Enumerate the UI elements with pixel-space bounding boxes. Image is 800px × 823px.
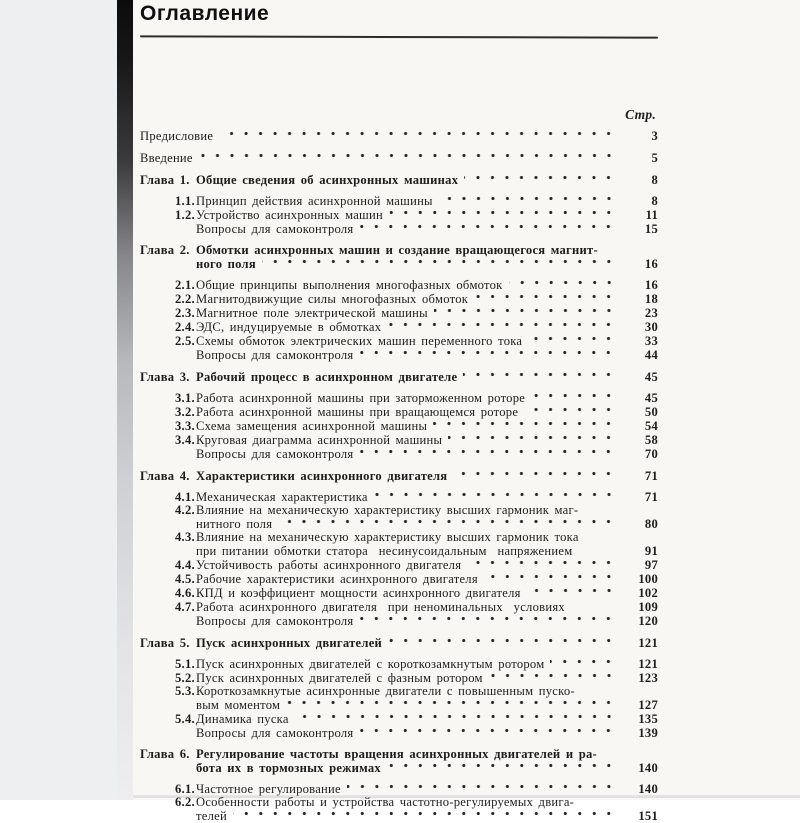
toc-entry-line <box>140 782 658 796</box>
entry-text: Вопросы для самоконтроля <box>196 222 354 236</box>
dot-leader <box>509 278 618 289</box>
toc-entry <box>140 685 658 712</box>
entry-text: Характеристики асинхронного двигателя <box>196 469 448 483</box>
entry-text: вым моментом <box>196 698 281 712</box>
table-of-contents <box>140 108 658 823</box>
entry-text: Работа асинхронного двигателя при неноминальных условиях <box>196 600 565 614</box>
entry-number: 2.5. <box>175 334 195 348</box>
entry-page-number: 80 <box>644 517 658 531</box>
dot-leader <box>434 306 618 317</box>
toc-entry <box>140 796 658 823</box>
entry-page-number: 33 <box>644 334 658 348</box>
entry-page-number: 71 <box>644 469 658 483</box>
entry-number: 6.1. <box>175 782 195 796</box>
toc-entry-line <box>140 712 658 726</box>
dot-leader <box>199 151 618 162</box>
toc-entry-line <box>140 600 658 614</box>
entry-text: Влияние на механическую характеристику высших гармоник тока <box>196 530 579 544</box>
dot-leader <box>388 636 618 647</box>
toc-entry <box>140 208 658 222</box>
entry-page-number: 45 <box>644 370 658 384</box>
dot-leader <box>278 517 618 528</box>
entry-number: 2.2. <box>175 292 195 306</box>
toc-entry-line <box>140 334 658 348</box>
toc-entry-line <box>140 748 658 761</box>
toc-entry-line <box>140 636 658 650</box>
entry-page-number: 135 <box>638 712 658 726</box>
entry-page-number: 139 <box>638 726 658 740</box>
entry-page-number: 91 <box>644 544 658 558</box>
toc-entry <box>140 748 658 775</box>
entry-page-number: 120 <box>638 614 658 628</box>
toc-entry <box>140 348 658 362</box>
entry-page-number: 11 <box>645 208 658 222</box>
entry-number: 2.4. <box>175 320 195 334</box>
toc-entry <box>140 600 658 614</box>
toc-entry <box>140 531 658 558</box>
entry-number: 3.1. <box>175 391 195 405</box>
toc-entry <box>140 419 658 433</box>
toc-entry-line <box>140 761 658 775</box>
entry-number: 4.3. <box>175 530 195 544</box>
toc-entry-line <box>140 173 658 187</box>
entry-number: Глава 4. <box>140 469 190 483</box>
binding-shadow <box>117 0 133 800</box>
entry-text: Вопросы для самоконтроля <box>196 614 354 628</box>
entry-page-number: 16 <box>644 257 658 271</box>
entry-page-number: 16 <box>644 278 658 292</box>
entry-text: Частотное регулирование <box>196 782 341 796</box>
entry-text: Пуск асинхронных двигателей с фазным ротором <box>196 671 483 685</box>
entry-number: 1.1. <box>175 194 195 208</box>
toc-entry <box>140 447 658 461</box>
entry-page-number: 70 <box>644 447 658 461</box>
entry-number: 4.5. <box>175 572 195 586</box>
toc-entry-line <box>140 208 658 222</box>
dot-leader <box>578 544 618 555</box>
toc-entry <box>140 151 658 165</box>
toc-entry <box>140 244 658 271</box>
toc-entry-line <box>140 292 658 306</box>
toc-entry <box>140 433 658 447</box>
entry-number: 4.6. <box>175 586 195 600</box>
entry-number: 4.1. <box>175 490 195 504</box>
entry-text: Рабочий процесс в асинхронном двигателе <box>196 370 458 384</box>
dot-leader <box>233 809 618 820</box>
toc-entry <box>140 614 658 628</box>
entry-page-number: 5 <box>651 151 658 165</box>
toc-entry <box>140 671 658 685</box>
entry-text: Обмотки асинхронных машин и создание вращающегося магнит- <box>196 243 598 257</box>
entry-number: 5.2. <box>175 671 195 685</box>
toc-entry <box>140 278 658 292</box>
dot-leader <box>484 572 618 583</box>
entry-page-number: 123 <box>638 671 658 685</box>
toc-entry-line <box>140 671 658 685</box>
entry-number: 5.3. <box>175 684 195 698</box>
toc-entry-line <box>140 698 658 712</box>
dot-leader <box>389 208 618 219</box>
toc-entry <box>140 572 658 586</box>
dot-leader <box>359 447 618 458</box>
toc-entry-line <box>140 129 658 143</box>
entry-text: нитного поля <box>196 517 273 531</box>
entry-number: 2.1. <box>175 278 195 292</box>
entry-text: Схемы обмоток электрических машин переменного тока <box>196 334 523 348</box>
toc-entry <box>140 657 658 671</box>
entry-page-number: 54 <box>644 419 658 433</box>
entry-page-number: 100 <box>638 572 658 586</box>
entry-page-number: 15 <box>644 222 658 236</box>
dot-leader <box>359 222 618 233</box>
toc-entry-line <box>140 320 658 334</box>
dot-leader <box>433 419 618 430</box>
entry-text: Круговая диаграмма асинхронной машины <box>196 433 443 447</box>
dot-leader <box>387 761 618 772</box>
entry-text: Вопросы для самоконтроля <box>196 726 354 740</box>
dot-leader <box>359 348 618 359</box>
dot-leader <box>489 671 618 682</box>
entry-page-number: 121 <box>638 657 658 671</box>
dot-leader <box>286 698 618 709</box>
dot-leader <box>374 490 618 501</box>
toc-entry-line <box>140 614 658 628</box>
entry-number: 3.3. <box>175 419 195 433</box>
toc-entry-line <box>140 419 658 433</box>
entry-page-number: 30 <box>644 320 658 334</box>
toc-entry-line <box>140 433 658 447</box>
entry-text: при питании обмотки статора несинусоидальным напряжением <box>196 544 573 558</box>
dot-leader <box>531 391 618 402</box>
toc-entry <box>140 173 658 187</box>
toc-entry <box>140 636 658 650</box>
entry-text: Механическая характеристика <box>196 490 368 504</box>
entry-number: 2.3. <box>175 306 195 320</box>
entry-number: 3.4. <box>175 433 195 447</box>
title-rule <box>140 35 658 38</box>
toc-entry-line <box>140 405 658 419</box>
entry-number: Глава 3. <box>140 370 190 384</box>
entry-text: Введение <box>140 151 193 165</box>
entry-text: Пуск асинхронных двигателей <box>196 636 383 650</box>
toc-entry-line <box>140 558 658 572</box>
entry-number: 1.2. <box>175 208 195 222</box>
toc-entries <box>140 129 658 823</box>
dot-leader <box>550 657 618 668</box>
toc-entry <box>140 712 658 726</box>
entry-number: 5.4. <box>175 712 195 726</box>
toc-entry-line <box>140 586 658 600</box>
toc-entry <box>140 292 658 306</box>
entry-number: 6.2. <box>175 795 195 809</box>
toc-entry-line <box>140 490 658 504</box>
entry-text: Схема замещения асинхронной машины <box>196 419 428 433</box>
entry-page-number: 151 <box>638 809 658 823</box>
toc-entry <box>140 490 658 504</box>
toc-entry-line <box>140 517 658 531</box>
toc-entry <box>140 306 658 320</box>
toc-entry-line <box>140 348 658 362</box>
entry-text: Короткозамкнутые асинхронные двигатели с повышенным пуско- <box>196 684 575 698</box>
toc-entry <box>140 391 658 405</box>
entry-text: Магнитодвижущие силы многофазных обмоток <box>196 292 469 306</box>
toc-entry-line <box>140 809 658 823</box>
toc-entry-line <box>140 151 658 165</box>
toc-entry <box>140 370 658 384</box>
dot-leader <box>295 712 618 723</box>
toc-entry <box>140 586 658 600</box>
toc-entry <box>140 320 658 334</box>
entry-text: Особенности работы и устройства частотно-регулируемых двига- <box>196 795 575 809</box>
entry-number: Глава 1. <box>140 173 190 187</box>
toc-entry-line <box>140 657 658 671</box>
entry-number: 3.2. <box>175 405 195 419</box>
toc-entry-line <box>140 222 658 236</box>
toc-entry <box>140 726 658 740</box>
entry-text: ЭДС, индуцируемые в обмотках <box>196 320 382 334</box>
entry-text: КПД и коэффициент мощности асинхронного двигателя <box>196 586 521 600</box>
page-title: Оглавление <box>140 2 270 25</box>
dot-leader <box>262 257 618 268</box>
toc-entry <box>140 469 658 483</box>
dot-leader <box>387 320 618 331</box>
dot-leader <box>347 782 618 793</box>
entry-page-number: 109 <box>638 600 658 614</box>
entry-text: бота их в тормозных режимах <box>196 761 381 775</box>
entry-text: Пуск асинхронных двигателей с короткозамкнутым ротором <box>196 657 545 671</box>
entry-page-number: 18 <box>644 292 658 306</box>
entry-page-number: 58 <box>644 433 658 447</box>
toc-entry-line <box>140 504 658 517</box>
entry-number: Глава 5. <box>140 636 190 650</box>
dot-leader <box>359 726 618 737</box>
toc-entry <box>140 405 658 419</box>
dot-leader <box>524 405 618 416</box>
entry-page-number: 8 <box>651 173 658 187</box>
entry-text: Влияние на механическую характеристику высших гармоник маг- <box>196 503 579 517</box>
dot-leader <box>474 292 618 303</box>
toc-entry-line <box>140 531 658 544</box>
toc-entry <box>140 222 658 236</box>
entry-page-number: 140 <box>638 761 658 775</box>
entry-text: Устройство асинхронных машин <box>196 208 383 222</box>
entry-text: Вопросы для самоконтроля <box>196 348 354 362</box>
entry-text: Динамика пуска <box>196 712 289 726</box>
toc-entry-line <box>140 726 658 740</box>
dot-leader <box>463 370 618 381</box>
entry-text: Работа асинхронной машины при вращающемся роторе <box>196 405 519 419</box>
entry-text: Вопросы для самоконтроля <box>196 447 354 461</box>
toc-entry-line <box>140 447 658 461</box>
dot-leader <box>453 469 618 480</box>
toc-entry-line <box>140 257 658 271</box>
entry-page-number: 3 <box>651 129 658 143</box>
toc-entry-line <box>140 306 658 320</box>
dot-leader <box>467 558 618 569</box>
dot-leader <box>464 173 618 184</box>
toc-entry-line <box>140 572 658 586</box>
entry-page-number: 45 <box>644 391 658 405</box>
toc-entry <box>140 504 658 531</box>
toc-entry-line <box>140 370 658 384</box>
entry-number: 4.2. <box>175 503 195 517</box>
dot-leader <box>359 614 618 625</box>
toc-entry <box>140 334 658 348</box>
toc-entry <box>140 782 658 796</box>
entry-number: Глава 2. <box>140 243 190 257</box>
toc-entry <box>140 558 658 572</box>
entry-page-number: 121 <box>638 636 658 650</box>
dot-leader <box>219 129 618 140</box>
dot-leader <box>439 194 618 205</box>
toc-entry-line <box>140 796 658 809</box>
entry-text: Принцип действия асинхронной машины <box>196 194 433 208</box>
entry-text: Магнитное поле электрической машины <box>196 306 428 320</box>
entry-text: Общие принципы выполнения многофазных обмоток <box>196 278 503 292</box>
entry-page-number: 23 <box>644 306 658 320</box>
page-column-label: Стр. <box>625 107 656 122</box>
entry-page-number: 102 <box>638 586 658 600</box>
entry-number: Глава 6. <box>140 747 190 761</box>
entry-text: ного поля <box>196 257 256 271</box>
entry-text: Работа асинхронной машины при заторможенном роторе <box>196 391 526 405</box>
toc-entry-line <box>140 244 658 257</box>
toc-entry-line <box>140 194 658 208</box>
entry-page-number: 8 <box>651 194 658 208</box>
entry-text: Рабочие характеристики асинхронного двигателя <box>196 572 478 586</box>
dot-leader <box>571 600 618 611</box>
entry-text: телей <box>196 809 227 823</box>
toc-entry-line <box>140 685 658 698</box>
entry-text: Регулирование частоты вращения асинхронных двигателей и ра- <box>196 747 597 761</box>
entry-number: 4.4. <box>175 558 195 572</box>
dot-leader <box>527 586 618 597</box>
toc-entry <box>140 194 658 208</box>
entry-page-number: 50 <box>644 405 658 419</box>
toc-entry-line <box>140 278 658 292</box>
toc-entry-line <box>140 469 658 483</box>
toc-entry-line <box>140 544 658 558</box>
entry-number: 5.1. <box>175 657 195 671</box>
entry-text: Устойчивость работы асинхронного двигателя <box>196 558 462 572</box>
entry-page-number: 44 <box>644 348 658 362</box>
entry-page-number: 97 <box>644 558 658 572</box>
dot-leader <box>528 334 618 345</box>
toc-entry <box>140 129 658 143</box>
entry-page-number: 71 <box>644 490 658 504</box>
scan-background-margin <box>0 0 118 800</box>
entry-text: Предисловие <box>140 129 214 143</box>
toc-entry-line <box>140 391 658 405</box>
entry-text: Общие сведения об асинхронных машинах <box>196 173 459 187</box>
entry-number: 4.7. <box>175 600 195 614</box>
entry-page-number: 140 <box>638 782 658 796</box>
dot-leader <box>448 433 618 444</box>
entry-page-number: 127 <box>638 698 658 712</box>
